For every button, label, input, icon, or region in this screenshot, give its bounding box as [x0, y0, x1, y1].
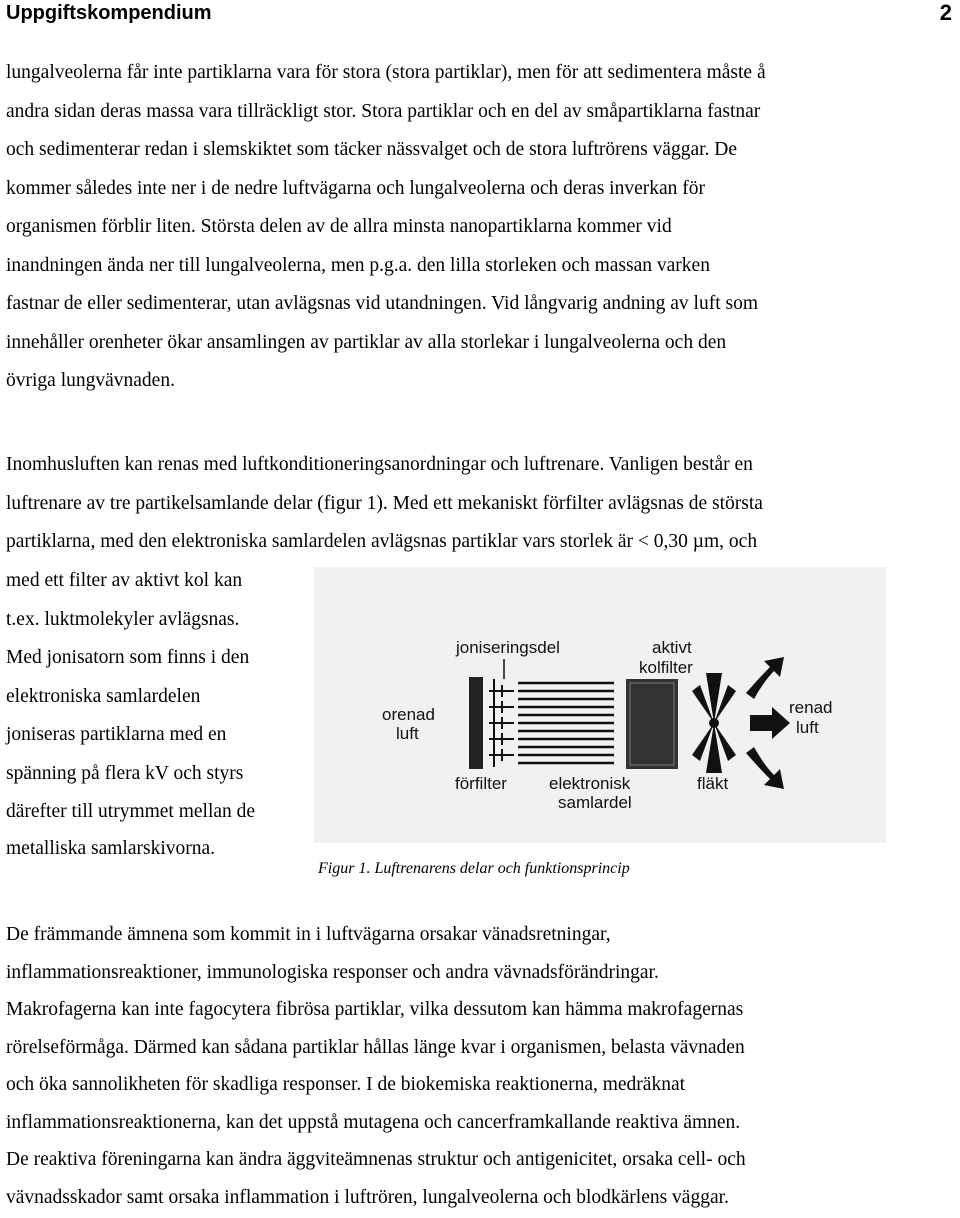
text-line: fastnar de eller sedimenterar, utan avlägsnas vid utandningen. Vid långvarig andning av luft som	[6, 293, 759, 314]
text-line: metalliska samlarskivorna.	[6, 838, 216, 859]
air-purifier-diagram	[314, 567, 886, 843]
page-number: 2	[939, 0, 952, 25]
text-line: med ett filter av aktivt kol kan	[6, 570, 243, 591]
label-luft-in: luft	[396, 724, 419, 743]
text-line: Med jonisatorn som finns i den	[6, 647, 250, 668]
label-aktivt: aktivt	[652, 638, 692, 657]
text-line: Makrofagerna kan inte fagocytera fibrösa partiklar, vilka dessutom kan hämma makrofagernas	[6, 999, 744, 1020]
text-line: inflammationsreaktioner, immunologiska responser och andra vävnadsförändringar.	[6, 961, 659, 983]
text-line: lungalveolerna får inte partiklarna vara för stora (stora partiklar), men för att sedimentera måste å	[6, 62, 766, 83]
paragraph-air-purifier	[6, 446, 956, 562]
text-line: övriga lungvävnaden.	[6, 370, 175, 391]
label-ioniseringsdel: joniseringsdel	[456, 638, 560, 657]
text-line: Inomhusluften kan renas med luftkonditioneringsanordningar och luftrenare. Vanligen består en	[6, 454, 753, 475]
text-line: och sedimenterar redan i slemskiktet som täcker nässvalget och de stora luftrörens väggar. De	[6, 139, 738, 160]
prefilter-shape	[469, 677, 483, 769]
carbon-filter-shape	[626, 679, 678, 769]
text-line: inflammationsreaktionerna, kan det uppstå mutagena och cancerframkallande reaktiva ämnen.	[6, 1111, 741, 1133]
label-forfilter: förfilter	[455, 774, 507, 793]
text-line: elektroniska samlardelen	[6, 685, 201, 707]
label-renad: renad	[789, 698, 833, 717]
paragraph-air-purifier-wrap	[6, 562, 306, 832]
page-header	[0, 0, 960, 30]
text-line: och öka sannolikheten för skadliga responser. I de biokemiska reaktionerna, medräknat	[6, 1074, 686, 1095]
text-line: organismen förblir liten. Största delen av de allra minsta nanopartiklarna kommer vid	[6, 216, 672, 237]
text-line: vävnadsskador samt orsaka inflammation i luftrören, lungalveolerna och blodkärlens väggar.	[6, 1186, 729, 1208]
text-line: därefter till utrymmet mellan de	[6, 801, 256, 822]
collector-plates-shape	[518, 683, 614, 763]
figure-caption: Figur 1. Luftrenarens delar och funktionsprincip	[318, 860, 630, 877]
text-line: inandningen ända ner till lungalveolerna, men p.g.a. den lilla storleken och massan varken	[6, 254, 710, 276]
text-line: kommer således inte ner i de nedre luftvägarna och lungalveolerna och deras inverkan för	[6, 177, 706, 199]
text-line: partiklarna, med den elektroniska samlardelen avlägsnas partiklar vars storlek är < 0,30 µm, och	[6, 531, 758, 552]
ionizer-shape	[489, 679, 514, 767]
fan-shape	[692, 673, 736, 773]
airflow-arrows	[746, 657, 790, 789]
text-line: innehåller orenheter ökar ansamlingen av partiklar av alla storlekar i lungalveolerna och den	[6, 331, 727, 353]
text-line: t.ex. luktmolekyler avlägsnas.	[6, 608, 240, 630]
label-flakt: fläkt	[697, 774, 729, 793]
paragraph-particles	[6, 54, 956, 401]
paragraph-health-effects	[6, 916, 956, 1216]
figure-air-purifier-diagram	[314, 567, 886, 843]
document-title: Uppgiftskompendium	[6, 2, 212, 24]
text-line: joniseras partiklarna med en	[6, 724, 227, 745]
label-luft-out: luft	[796, 718, 819, 737]
text-line: De reaktiva föreningarna kan ändra äggviteämnenas struktur och antigenicitet, orsaka cell- och	[6, 1149, 746, 1170]
text-line: luftrenare av tre partikelsamlande delar (figur 1). Med ett mekaniskt förfilter avlägsnas de största	[6, 492, 763, 514]
label-elektronisk: elektronisk	[549, 774, 631, 793]
label-orenad: orenad	[382, 705, 435, 724]
label-samlardel: samlardel	[558, 793, 632, 812]
text-line: De främmande ämnena som kommit in i luftvägarna orsakar vänadsretningar,	[6, 924, 611, 945]
text-line: rörelseförmåga. Därmed kan sådana partiklar hållas länge kvar i organismen, belasta vävnaden	[6, 1036, 745, 1058]
label-kolfilter: kolfilter	[639, 658, 693, 677]
text-line: spänning på flera kV och styrs	[6, 762, 244, 784]
text-line: andra sidan deras massa vara tillräckligt stor. Stora partiklar och en del av småpartiklarna fastnar	[6, 100, 761, 122]
